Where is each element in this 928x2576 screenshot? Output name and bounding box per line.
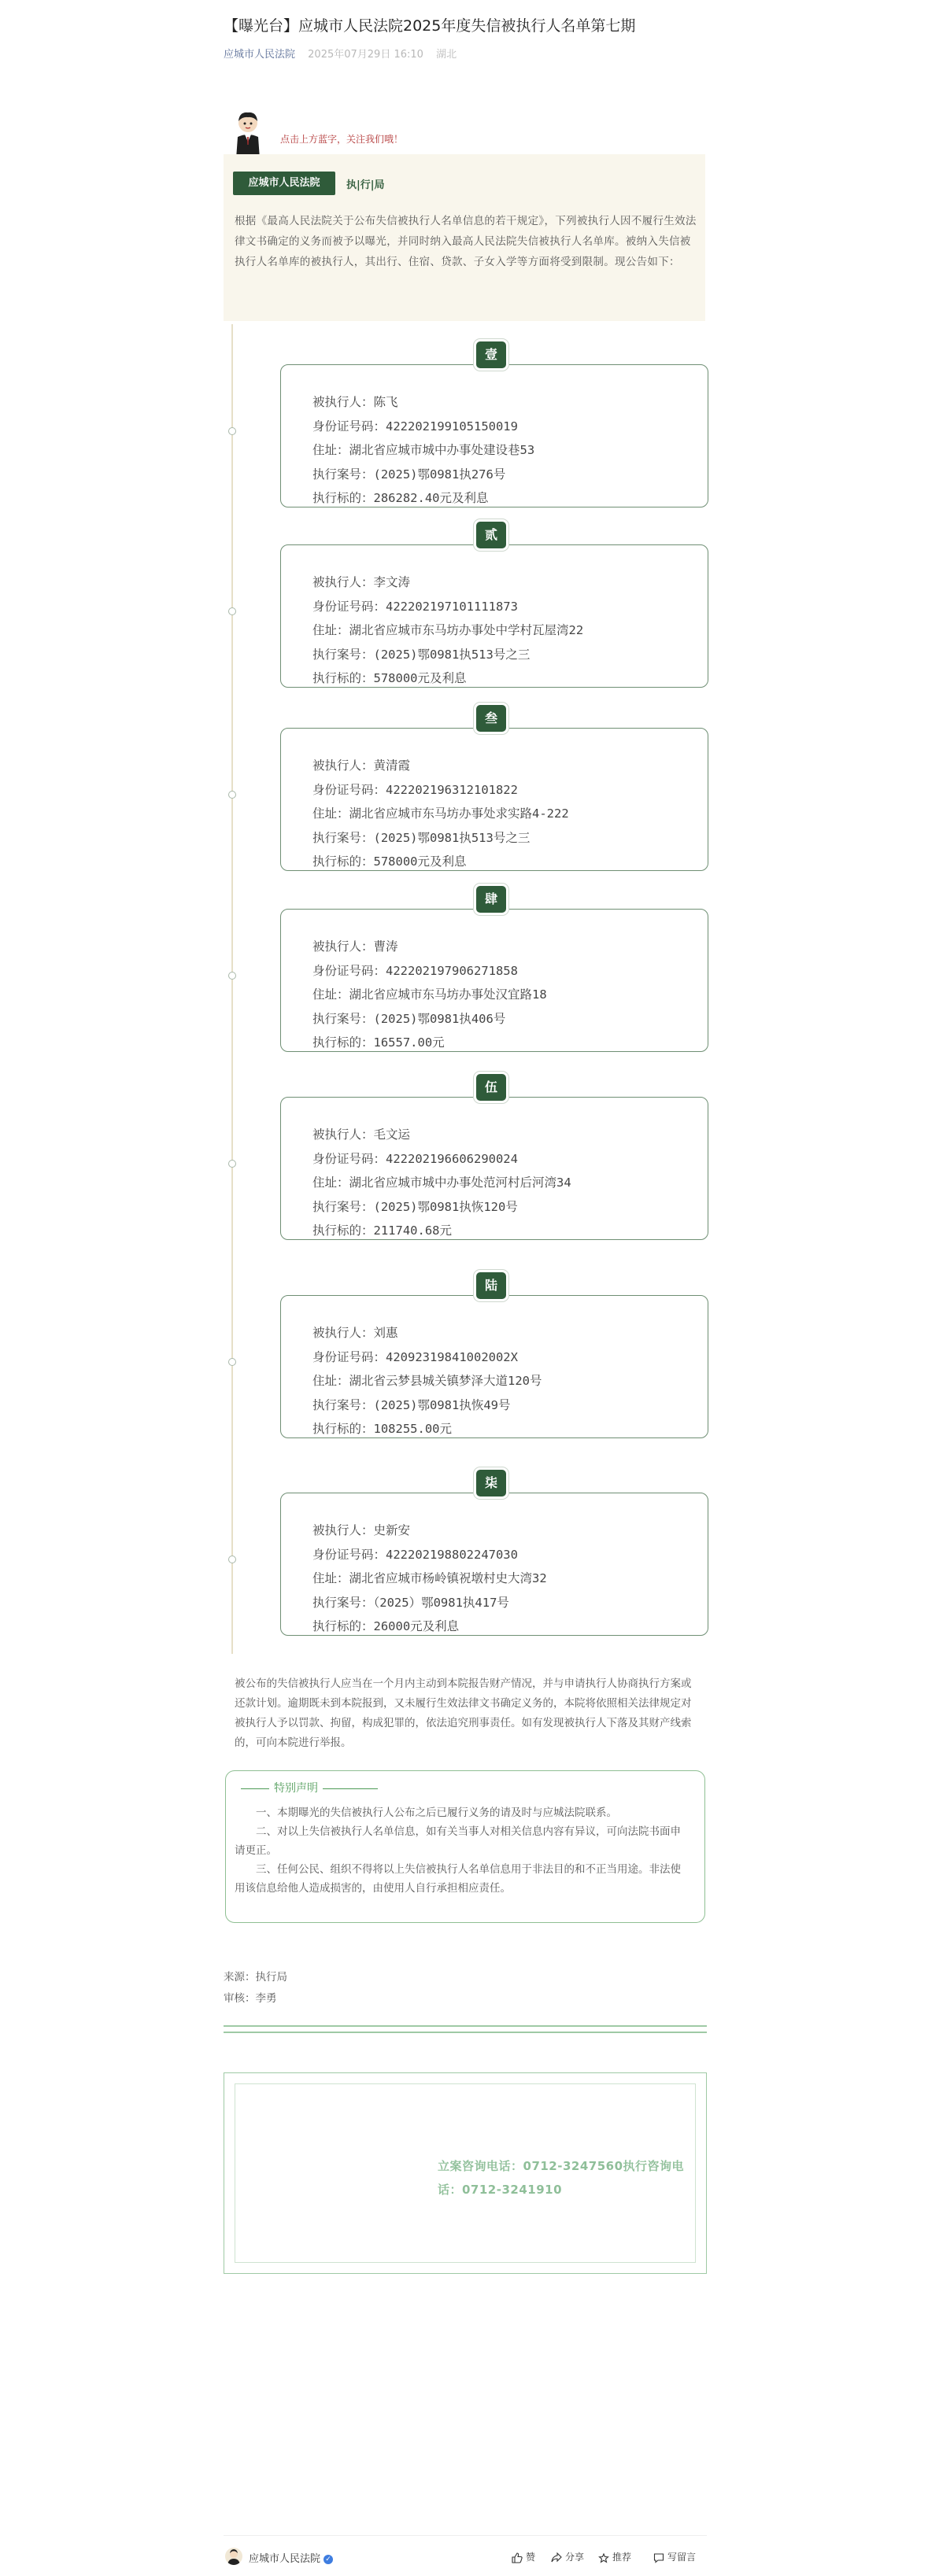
record-id: 身份证号码：422202197906271858: [312, 963, 518, 978]
record-name: 被执行人：陈飞: [312, 395, 398, 409]
source-line: 来源：执行局: [224, 1971, 287, 1984]
recommend-button[interactable]: 推荐: [598, 2550, 631, 2563]
timeline-dot: [228, 607, 236, 615]
share-icon: [551, 2552, 562, 2563]
record-card: [280, 909, 708, 1052]
department-tag: 执|行|局: [346, 179, 385, 191]
record-id: 身份证号码：42092319841002002X: [312, 1349, 518, 1364]
notice-paragraph: 被公布的失信被执行人应当在一个月内主动到本院报告财产情况，并与申请执行人协商执行方案或还款计划。逾期既未到本院报到，又未履行生效法律文书确定义务的，本院将依照相关法律规定对被执行人予以罚款、拘留，构成犯罪的，依法追究刑事责任。如有发现被执行人下落及其财产线索的，可向本院进行举报。: [235, 1677, 692, 1749]
record-case-number: 执行案号：(2025)鄂0981执恢49号: [312, 1397, 511, 1412]
special-statement-title: 特别声明: [236, 1780, 383, 1795]
record-id: 身份证号码：422202196606290024: [312, 1151, 518, 1166]
credits: [224, 1967, 287, 2010]
timeline-dot: [228, 791, 236, 799]
account-avatar[interactable]: [225, 2548, 242, 2565]
follow-tip: 点击上方蓝字，关注我们哦！: [280, 134, 404, 145]
share-button[interactable]: 分享: [551, 2550, 584, 2563]
record-number-badge: 柒: [476, 1470, 506, 1497]
account-link[interactable]: 应城市人民法院: [224, 49, 296, 61]
avatar-icon: [225, 2548, 242, 2565]
publish-date: 2025年07月29日 16:10: [308, 49, 423, 61]
record-address: 住址：湖北省应城市东马坊办事处汉宜路18: [312, 987, 547, 1002]
record-id: 身份证号码：422202199105150019: [312, 419, 518, 434]
record-id: 身份证号码：422202198802247030: [312, 1547, 518, 1562]
record-address: 住址：湖北省应城市城中办事处建设巷53: [312, 443, 535, 457]
record-amount: 执行标的：26000元及利息: [312, 1619, 460, 1633]
record-id: 身份证号码：422202197101111873: [312, 599, 518, 614]
court-badge: 应城市人民法院: [233, 172, 335, 195]
timeline-dot: [228, 1556, 236, 1563]
record-number-badge: 肆: [476, 886, 506, 913]
contact-phones: 立案咨询电话：0712-3247560执行咨询电话：0712-3241910: [438, 2159, 685, 2197]
thumbs-up-icon: [512, 2552, 523, 2563]
timeline-dot: [228, 972, 236, 980]
record-case-number: 执行案号：(2025)鄂0981执513号之三: [312, 647, 531, 662]
record-card: [280, 1493, 708, 1636]
record-name: 被执行人：刘惠: [312, 1326, 398, 1340]
record-number-badge: 伍: [476, 1074, 506, 1101]
record-card: [280, 1295, 708, 1438]
verified-icon: ✓: [324, 2555, 333, 2564]
record-amount: 执行标的：286282.40元及利息: [312, 491, 489, 505]
intro-paragraph: 根据《最高人民法院关于公布失信被执行人名单信息的若干规定》，下列被执行人因不履行生效法律文书确定的义务而被予以曝光，并同时纳入最高人民法院失信被执行人名单库。被纳入失信被执行人名单库的被执行人，其出行、住宿、贷款、子女入学等方面将受到限制。现公告如下：: [235, 215, 697, 268]
article-title: 【曝光台】应城市人民法院2025年度失信被执行人名单第七期: [224, 17, 636, 35]
recommend-icon: [598, 2552, 609, 2563]
record-number-badge: 壹: [476, 341, 506, 368]
record-address: 住址：湖北省应城市东马坊办事处求实路4-222: [312, 806, 569, 821]
special-item: 三、任何公民、组织不得将以上失信被执行人名单信息用于非法目的和不正当用途。非法使用该信息给他人造成损害的，由使用人自行承担相应责任。: [235, 1863, 681, 1895]
timeline-dot: [228, 427, 236, 435]
record-name: 被执行人：毛文运: [312, 1127, 411, 1142]
record-card: [280, 544, 708, 688]
record-card: [280, 364, 708, 507]
timeline-line: [231, 324, 233, 1654]
record-amount: 执行标的：16557.00元: [312, 1035, 445, 1050]
record-case-number: 执行案号：（2025）鄂0981执417号: [312, 1595, 509, 1610]
section-divider: [224, 2025, 707, 2033]
record-name: 被执行人：黄清霞: [312, 758, 411, 773]
record-number-badge: 陆: [476, 1272, 506, 1299]
like-button[interactable]: 赞: [512, 2550, 535, 2563]
footer-account[interactable]: 应城市人民法院 ✓: [249, 2550, 333, 2565]
review-line: 审核：李勇: [224, 1992, 277, 2005]
record-card: [280, 728, 708, 871]
comment-icon: [653, 2552, 664, 2563]
record-address: 住址：湖北省应城市杨岭镇祝墩村史大湾32: [312, 1571, 547, 1585]
record-address: 住址：湖北省应城市城中办事处范河村后河湾34: [312, 1175, 571, 1190]
record-case-number: 执行案号：(2025)鄂0981执276号: [312, 467, 506, 482]
record-number-badge: 叁: [476, 705, 506, 732]
special-item: 二、对以上失信被执行人名单信息，如有关当事人对相关信息内容有异议，可向法院书面申请更正。: [235, 1825, 681, 1857]
record-name: 被执行人：史新安: [312, 1523, 411, 1537]
record-amount: 执行标的：578000元及利息: [312, 671, 467, 685]
record-amount: 执行标的：108255.00元: [312, 1422, 452, 1436]
record-amount: 执行标的：578000元及利息: [312, 854, 467, 869]
publish-location: 湖北: [436, 49, 457, 61]
record-amount: 执行标的：211740.68元: [312, 1223, 452, 1238]
record-address: 住址：湖北省云梦县城关镇梦泽大道120号: [312, 1374, 542, 1388]
record-number-badge: 贰: [476, 522, 506, 548]
record-case-number: 执行案号：(2025)鄂0981执406号: [312, 1011, 506, 1026]
timeline-dot: [228, 1358, 236, 1366]
record-case-number: 执行案号：(2025)鄂0981执513号之三: [312, 830, 531, 845]
record-case-number: 执行案号：(2025)鄂0981执恢120号: [312, 1199, 518, 1214]
timeline-dot: [228, 1160, 236, 1168]
special-statement-text: [235, 1803, 691, 1898]
comment-button[interactable]: 写留言: [653, 2550, 696, 2563]
record-name: 被执行人：李文涛: [312, 575, 411, 589]
record-name: 被执行人：曹涛: [312, 939, 398, 954]
footer-divider: [224, 2535, 707, 2536]
record-card: [280, 1097, 708, 1240]
special-item: 一、本期曝光的失信被执行人公布之后已履行义务的请及时与应城法院联系。: [256, 1807, 617, 1819]
record-address: 住址：湖北省应城市东马坊办事处中学村瓦屋湾22: [312, 623, 584, 637]
record-id: 身份证号码：422202196312101822: [312, 782, 518, 797]
cartoon-judge-icon: [230, 110, 266, 161]
article-meta: [224, 46, 457, 61]
